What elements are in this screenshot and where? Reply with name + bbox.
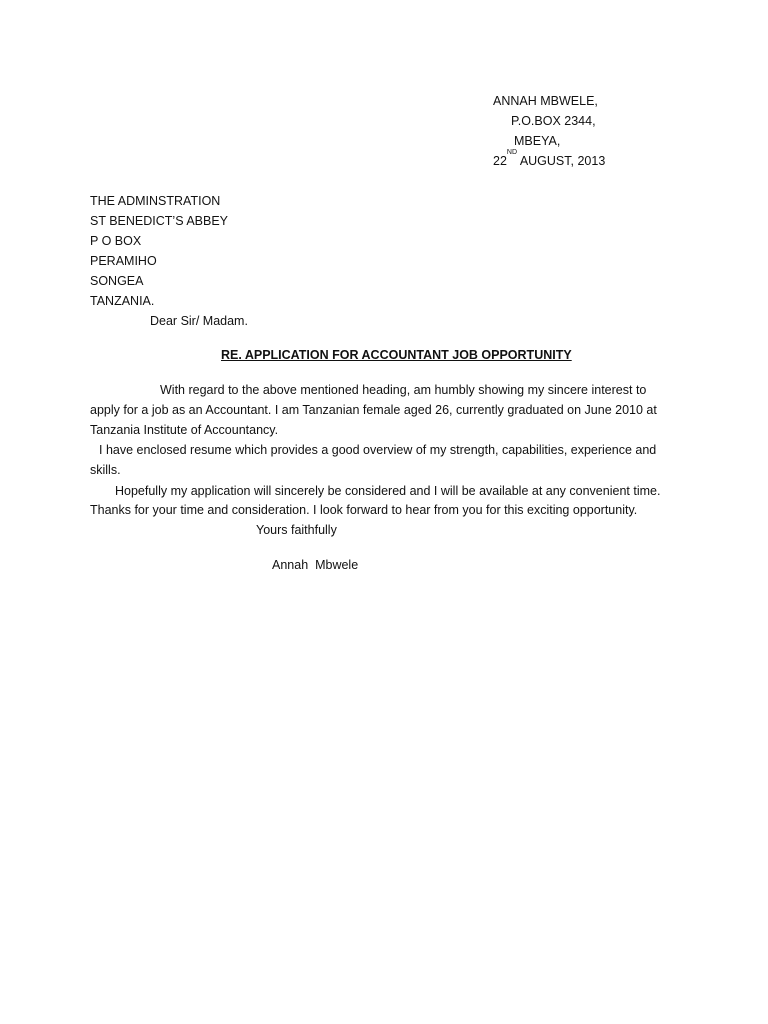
recipient-line: P O BOX [90,234,142,248]
sender-box: P.O.BOX 2344, [511,114,596,128]
body-line: With regard to the above mentioned heading, am humbly showing my sincere interest to [160,383,647,397]
recipient-line: ST BENEDICT’S ABBEY [90,214,229,228]
recipient-line: SONGEA [90,274,144,288]
signature-name: Annah Mbwele [272,558,359,572]
body-line: skills. [90,463,121,477]
recipient-line: TANZANIA. [90,294,155,308]
salutation: Dear Sir/ Madam. [150,314,248,328]
body-line: I have enclosed resume which provides a good overview of my strength, capabilities, experience and [99,443,657,457]
subject-heading: RE. APPLICATION FOR ACCOUNTANT JOB OPPORTUNITY [221,348,572,362]
date-suffix: ND [506,149,518,156]
closing: Yours faithfully [256,523,337,537]
recipient-line: PERAMIHO [90,254,157,268]
body-line: Thanks for your time and consideration. I look forward to hear from you for this exciting opportunity. [90,503,638,517]
letter-date [493,151,605,171]
body-line: apply for a job as an Accountant. I am Tanzanian female aged 26, currently graduated on June 2010 at [90,403,657,417]
body-line: Hopefully my application will sincerely be considered and I will be available at any convenient time. [115,484,661,498]
date-day: 22 [493,154,507,168]
sender-name: ANNAH MBWELE, [493,94,598,108]
recipient-line: THE ADMINSTRATION [90,194,221,208]
date-rest: AUGUST, 2013 [517,154,606,168]
body-line: Tanzania Institute of Accountancy. [90,423,279,437]
sender-city: MBEYA, [514,134,561,148]
